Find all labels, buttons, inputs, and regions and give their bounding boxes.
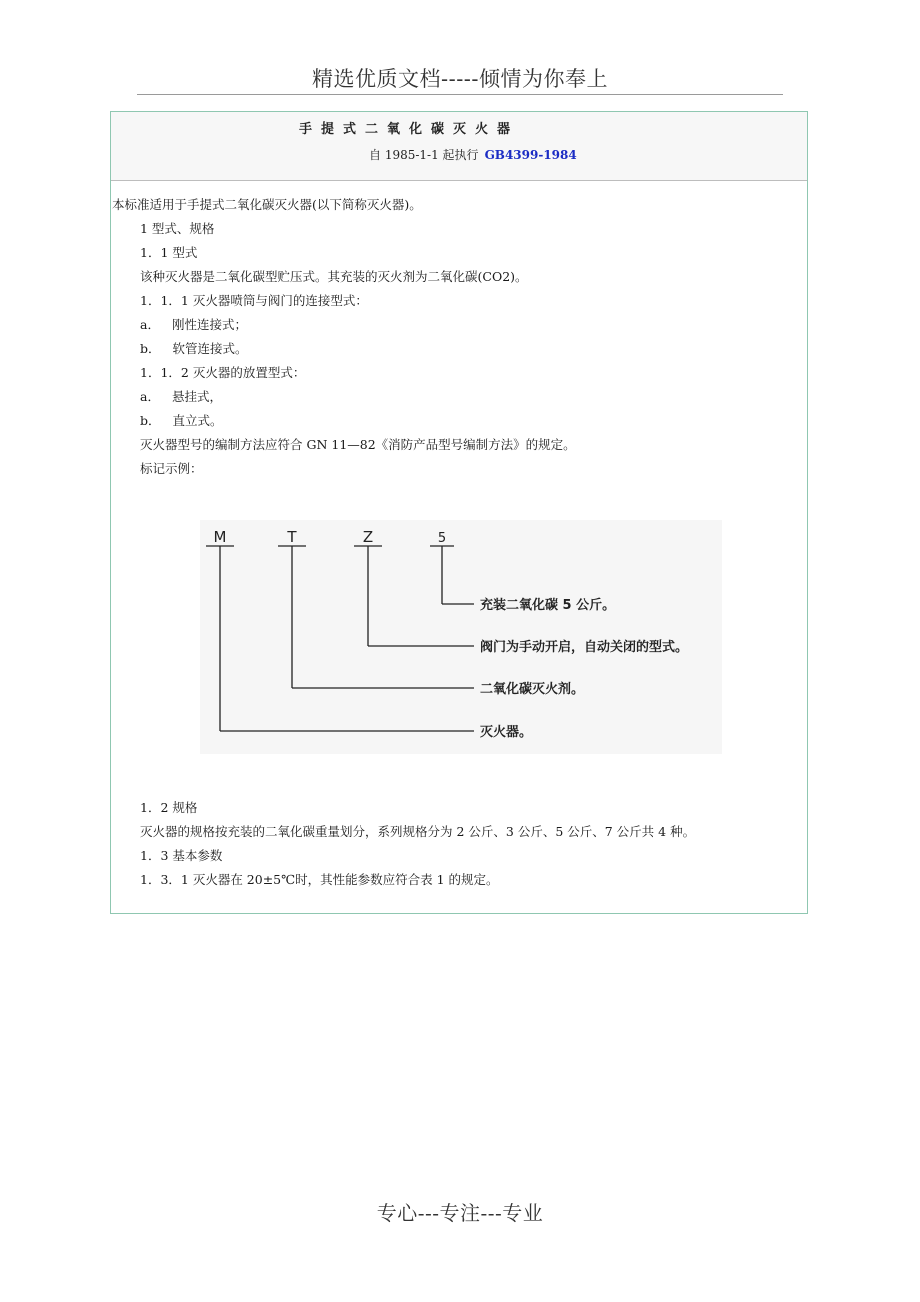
code-t: T — [287, 528, 297, 546]
section-1-3-heading: 1．3 基本参数 — [140, 848, 223, 863]
page-footer: 专心---专注---专业 — [376, 1201, 544, 1225]
list-marker: a． — [140, 317, 160, 332]
model-rule-text: 灭火器型号的编制方法应符合 GN 11—82《消防产品型号编制方法》的规定。 — [140, 437, 576, 452]
diagram-background — [200, 520, 722, 754]
section-1-1-text: 该种灭火器是二氧化碳型贮压式。其充装的灭火剂为二氧化碳(CO2)。 — [140, 269, 528, 284]
document-title: 手提式二氧化碳灭火器 — [299, 122, 520, 137]
standard-code-link[interactable]: GB4399-1984 — [484, 148, 577, 162]
code-5: 5 — [437, 531, 447, 546]
list-marker: b． — [140, 413, 161, 428]
section-1-2-heading: 1．2 规格 — [140, 800, 198, 815]
label-valve: 阀门为手动开启，自动关闭的型式。 — [480, 640, 689, 655]
list-marker: a． — [140, 389, 160, 404]
list-text: 刚性连接式； — [171, 317, 247, 332]
section-1-1-heading: 1．1 型式 — [140, 245, 198, 260]
header-rule — [137, 94, 783, 95]
document-box — [110, 111, 808, 914]
section-1-2-text: 灭火器的规格按充装的二氧化碳重量划分，系列规格分为 2 公斤、3 公斤、5 公斤、7 公斤共 4 种。 — [140, 824, 696, 839]
code-z: Z — [362, 528, 374, 546]
section-1-1-2-heading: 1．1．2 灭火器的放置型式： — [140, 365, 306, 380]
list-text: 软管连接式。 — [172, 341, 248, 356]
list-item — [140, 339, 248, 357]
effective-date-text: 自 1985-1-1 起执行 — [369, 148, 479, 162]
label-extinguisher: 灭火器。 — [480, 725, 533, 740]
list-text: 直立式。 — [172, 413, 223, 428]
document-subtitle — [369, 146, 577, 163]
list-item — [140, 411, 223, 429]
marking-example-diagram — [200, 520, 722, 754]
section-1-heading: 1 型式、规格 — [140, 221, 215, 236]
list-text: 悬挂式， — [171, 389, 222, 404]
title-area — [111, 112, 807, 181]
section-1-1-1-heading: 1．1．1 灭火器喷筒与阀门的连接型式： — [140, 293, 368, 308]
label-agent: 二氧化碳灭火剂。 — [480, 682, 585, 697]
list-item — [140, 387, 222, 405]
list-marker: b． — [140, 341, 161, 356]
page-header: 精选优质文档-----倾情为你奉上 — [312, 67, 608, 91]
code-m: M — [213, 528, 227, 546]
example-label: 标记示例： — [140, 461, 203, 476]
section-1-3-1-text: 1．3．1 灭火器在 20±5℃时，其性能参数应符合表 1 的规定。 — [140, 872, 499, 887]
label-charge: 充装二氧化碳 5 公斤。 — [480, 598, 616, 613]
intro-paragraph: 本标准适用于手提式二氧化碳灭火器(以下简称灭火器)。 — [112, 197, 422, 212]
list-item — [140, 315, 247, 333]
